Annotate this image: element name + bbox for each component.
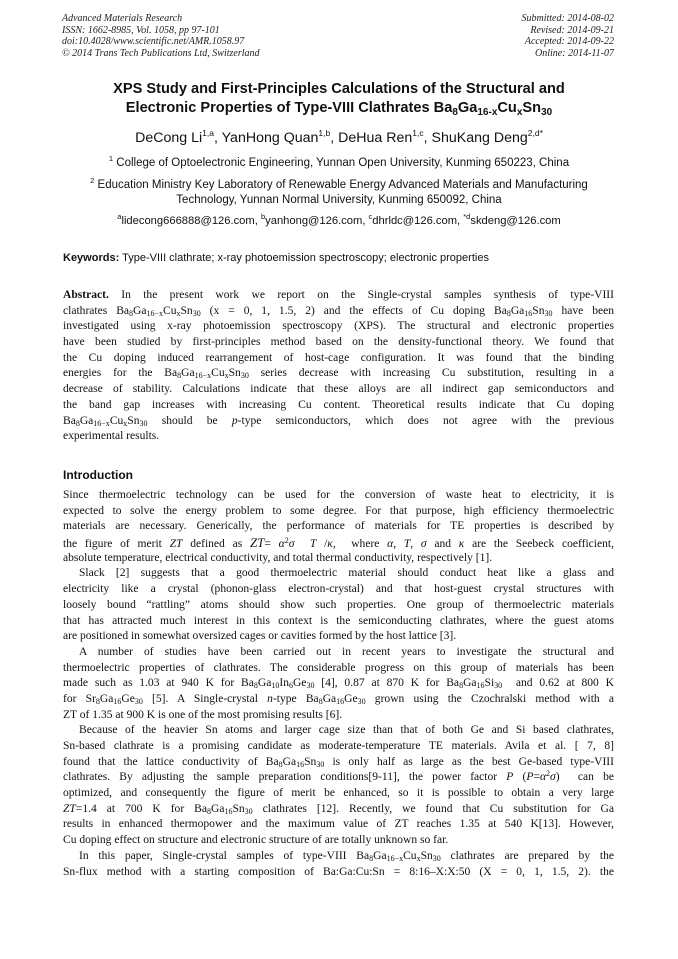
email-link[interactable]: dhrldc@126.com	[372, 215, 458, 227]
email-link[interactable]: yanhong@126.com	[265, 215, 363, 227]
date-online: Online: 2014-11-07	[535, 47, 614, 59]
journal-copyright: © 2014 Trans Tech Publications Ltd, Switzerland	[62, 47, 260, 59]
introduction-body: Since thermoelectric technology can be used for the conversion of waste heat to electricity, it is expected to solve the energy problem to some degree. For that purpose, high efficiency thermoelectric materials are necessary. Generically, the performance of materials for TE properties is described by the figure of merit ZT defined as $ZT= \alpha^2\sigma$ T /κ, where α, T, σ and κ are the Seebeck coefficient, absolute temperature, electrical conductivity, and total thermal conductivity, respectively [1]. Slack [2] suggests that a good thermoelectric material should conduct heat like a glass and electricity like a crystal (phonon-glass electron-crystal) and that host-guest crystal structures with loosely bound “rattling” atoms should show such properties. One group of thermoelectric materials that has attracted much interest in this context is the semiconducting clathrates, where the guest atoms are positioned in somewhat oversized cages or cavities formed by the host lattice [3]. A number of studies have been carried out in recent years to investigate the structural and thermoelectric properties of clathrates. The considerable progress on this group of materials has been made such as 1.03 at 940 K for $Ba_8Ga_{10}In_6Ge_{30}$ [4], 0.87 at 870 K for $Ba_8Ga_{16}Si_{30}$ and 0.62 at 800 K for $Sr_8Ga_{16}Ge_{30}$ [5]. A Single-crystal n-type $Ba_8Ga_{16}Ge_{30}$ grown using the Czochralski method with a ZT of 1.35 at 900 K is one of the most promising results [6]. Because of the heavier Sn atoms and larger cage size than that of both Ge and Si based clathrates, Sn-based clathrate is a promising candidate as moderate-temperature TE materials. Avila et al. [ 7, 8] found that the lattice conductivity of $Ba_8Ga_{16}Sn_{30}$ is only half as large as the best Ge-based type-VIII clathrates. By adjusting the sample preparation conditions[9-11], the power factor P $(P=\alpha^2\sigma)$ can be optimized, and consequently the figure of merit be enhanced, so it is possible to obtain a very large ZT=1.4 at 700 K for $Ba_8Ga_{16}Sn_{30}$ clathrates [12]. Recently, we found that Cu substitution for Ga results in enhanced thermopower and the maximum value of ZT reaches 1.35 at 540 K[13]. However, Cu doping effect on structure and electronic structure of are totally unknown so far. In this paper, Single-crystal samples of type-VIII $Ba_8Ga_{16-x}Cu_xSn_{30}$ clathrates are prepared by the Sn-flux method with a starting composition of Ba:Ga:Cu:Sn = 8:16–X:X:50 (X = 0, 1, 1.5, 2). the	[63, 489, 615, 878]
journal-header-right	[522, 13, 615, 59]
keywords	[63, 251, 618, 265]
keywords-text: Type-VIII clathrate; x-ray photoemission spectroscopy; electronic properties	[122, 252, 489, 264]
abstract: Abstract. In the present work we report on the Single-crystal samples synthesis of type-VIII clathrates $Ba_8Ga_{16-x}Cu_xSn_{30}$ (x = 0, 1, 1.5, 2) and the effects of Cu doping $Ba_8Ga_{16}Sn_{30}$ have been investigated using x-ray photoemission spectroscopy (XPS). The structural and electronic properties have been studied by first-principles method based on the density-functional theory. We found that the Cu doping induced rearrangement of host-cage configuration. It was found that the binding energies for the $Ba_8Ga_{16-x}Cu_xSn_{30}$ series decrease with increasing Cu substitution, resulting in a decrease of stability. Calculations indicate that these alloys are all indirect gap semiconductors and the band gap increases with increasing Cu content. Theoretical results indicate that Cu doping $Ba_8Ga_{16-x}Cu_xSn_{30}$ should be p-type semiconductors, which does not agree with the previous experimental results.	[63, 289, 615, 443]
date-accepted: Accepted: 2014-09-22	[524, 36, 614, 47]
abstract-label: Abstract.	[63, 289, 109, 301]
author-name: DeCong Li	[135, 130, 203, 146]
journal-issn: ISSN: 1662-8985, Vol. 1058, pp 97-101	[62, 24, 220, 36]
author-name: YanHong Quan	[221, 130, 319, 146]
journal-name: Advanced Materials Research	[62, 13, 183, 24]
journal-header-left	[62, 13, 260, 59]
author-emails: $^a$lidecong666888@126.com, $^b$yanhong@126.com, $^c$dhrldc@126.com, $^{*d}$skdeng@126.com	[117, 212, 561, 227]
date-revised: Revised: 2014-09-21	[530, 24, 614, 36]
date-submitted: Submitted: 2014-08-02	[521, 13, 614, 24]
author-name: DeHua Ren	[338, 130, 413, 146]
author-name: ShuKang Deng	[431, 130, 528, 146]
author-list: DeCong Li$^{1,a}$, YanHong Quan$^{1,b}$, DeHua Ren$^{1,c}$, ShuKang Deng$^{2,d*}$	[135, 128, 543, 146]
keywords-label: Keywords:	[63, 252, 120, 264]
title-line-2: Electronic Properties of Type-VIII Clathrates $Ba_8Ga_{16-x}Cu_xSn_{30}$	[125, 100, 553, 118]
title-line-1: XPS Study and First-Principles Calculations of the Structural and	[113, 81, 565, 97]
affiliation-2: $^2$ Education Ministry Key Laboratory of Renewable Energy Advanced Materials and Manufacturing Technology, Yunnan Normal University, Kunming 650092, China	[90, 176, 588, 206]
email-link[interactable]: skdeng@126.com	[470, 215, 561, 227]
journal-doi: doi:10.4028/www.scientific.net/AMR.1058.97	[62, 36, 245, 47]
section-heading-introduction: Introduction	[63, 468, 133, 482]
paper-title	[60, 80, 618, 118]
affiliation-1: $^1$ College of Optoelectronic Engineering, Yunnan Open University, Kunming 650223, China	[108, 154, 570, 169]
email-link[interactable]: lidecong666888@126.com	[121, 215, 255, 227]
